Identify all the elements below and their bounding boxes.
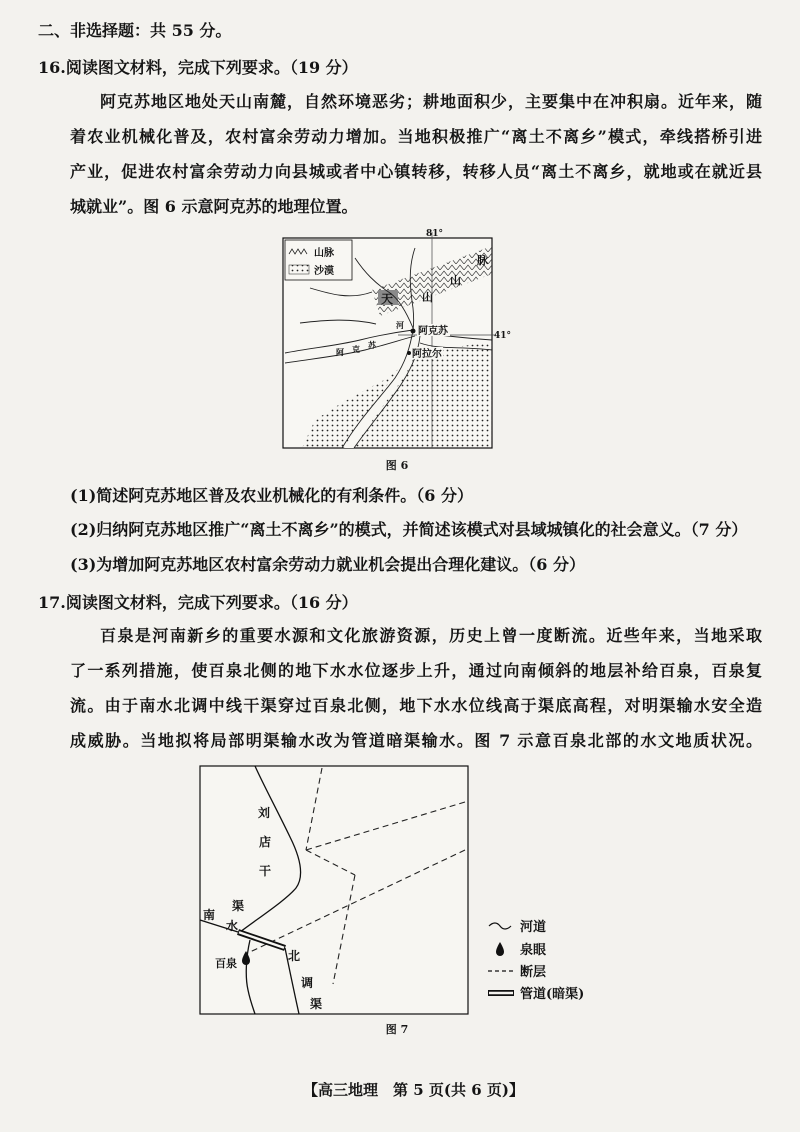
figure-6-map bbox=[280, 228, 515, 454]
canal-label-char: 店 bbox=[259, 835, 272, 849]
city-label-alar: 阿拉尔 bbox=[412, 349, 442, 360]
q16-passage-line-1: 阿克苏地区地处天山南麓，自然环境恶劣；耕地面积少，主要集中在冲积扇。近年来，随 bbox=[100, 92, 762, 111]
q16-passage-line-2: 着农业机械化普及，农村富余劳动力增加。当地积极推广“离土不离乡”模式，牵线搭桥引进 bbox=[70, 127, 762, 146]
q16-passage-line-3: 产业，促进农村富余劳动力向县城或者中心镇转移，转移人员“离土不离乡，就地或在就近县 bbox=[70, 162, 762, 181]
canal-label-char: 干 bbox=[259, 864, 272, 878]
section-heading: 二、非选择题：共 55 分。 bbox=[38, 21, 232, 40]
mountain-label-mai: 脉 bbox=[477, 254, 488, 267]
city-marker-icon bbox=[407, 351, 411, 355]
sn-canal-label-char: 调 bbox=[301, 976, 314, 990]
figure-6-caption: 图 6 bbox=[385, 459, 409, 472]
q17-title: 17.阅读图文材料，完成下列要求。（16 分） bbox=[38, 593, 358, 612]
city-label-aksu: 阿克苏 bbox=[418, 326, 448, 337]
q17-passage-line-2: 了一系列措施，使百泉北侧的地下水水位逐步上升，通过向南倾斜的地层补给百泉，百泉复 bbox=[70, 661, 762, 680]
legend-mountain-label: 山脉 bbox=[314, 248, 334, 259]
desert-symbol-icon bbox=[289, 265, 309, 274]
q16-subquestion-2: (2)归纳阿克苏地区推广“离土不离乡”的模式，并简述该模式对县域城镇化的社会意义。（7 分） bbox=[70, 520, 748, 539]
spring-label: 百泉 bbox=[215, 957, 237, 970]
sn-canal-label-char: 渠 bbox=[310, 997, 323, 1011]
latitude-label: 41° bbox=[494, 331, 512, 341]
longitude-label: 81° bbox=[426, 229, 444, 239]
legend-desert-label: 沙漠 bbox=[314, 266, 334, 277]
canal-label-char: 刘 bbox=[258, 806, 271, 820]
q17-passage-line-4: 成威胁。当地拟将局部明渠输水改为管道暗渠输水。图 7 示意百泉北部的水文地质状况。 bbox=[70, 731, 762, 750]
spring-symbol-icon bbox=[496, 942, 504, 956]
river-symbol-icon bbox=[489, 923, 511, 929]
sn-canal-label-char: 水 bbox=[226, 919, 239, 933]
river-label-char: 河 bbox=[396, 320, 404, 330]
river-label-char: 克 bbox=[352, 344, 360, 354]
sn-canal-label-char: 北 bbox=[288, 949, 301, 963]
q16-subquestion-1: (1)简述阿克苏地区普及农业机械化的有利条件。（6 分） bbox=[70, 486, 473, 505]
canal-label-char: 渠 bbox=[232, 899, 245, 913]
page-footer: 【高三地理 第 5 页(共 6 页)】 bbox=[303, 1081, 524, 1099]
q16-subquestion-3: (3)为增加阿克苏地区农村富余劳动力就业机会提出合理化建议。（6 分） bbox=[70, 555, 585, 574]
q17-passage-line-3: 流。由于南水北调中线干渠穿过百泉北侧，地下水水位线高于渠底高程，对明渠输水安全造 bbox=[70, 696, 762, 715]
city-marker-icon bbox=[411, 329, 416, 334]
mountain-label-shan-1: 山 bbox=[422, 291, 433, 304]
mountain-label-tian: 天 bbox=[381, 292, 394, 306]
legend-pipe-label: 管道(暗渠) bbox=[520, 987, 585, 1002]
figure-7-legend bbox=[486, 912, 611, 1004]
river-label-char: 苏 bbox=[368, 340, 376, 350]
sn-canal-label-char: 南 bbox=[203, 908, 216, 922]
q16-title: 16.阅读图文材料，完成下列要求。（19 分） bbox=[38, 58, 358, 77]
river-label-char: 阿 bbox=[336, 347, 344, 357]
map-legend bbox=[285, 240, 352, 280]
q17-passage-line-1: 百泉是河南新乡的重要水源和文化旅游资源，历史上曾一度断流。近些年来，当地采取 bbox=[100, 626, 762, 645]
figure-7-diagram bbox=[198, 762, 473, 1018]
legend-fault-label: 断层 bbox=[520, 965, 547, 980]
legend-spring-label: 泉眼 bbox=[520, 943, 547, 958]
legend-river-label: 河道 bbox=[520, 920, 547, 935]
mountain-label-shan-2: 山 bbox=[450, 274, 461, 287]
figure-7-caption: 图 7 bbox=[385, 1023, 409, 1036]
q16-passage-line-4: 城就业”。图 6 示意阿克苏的地理位置。 bbox=[70, 197, 358, 216]
